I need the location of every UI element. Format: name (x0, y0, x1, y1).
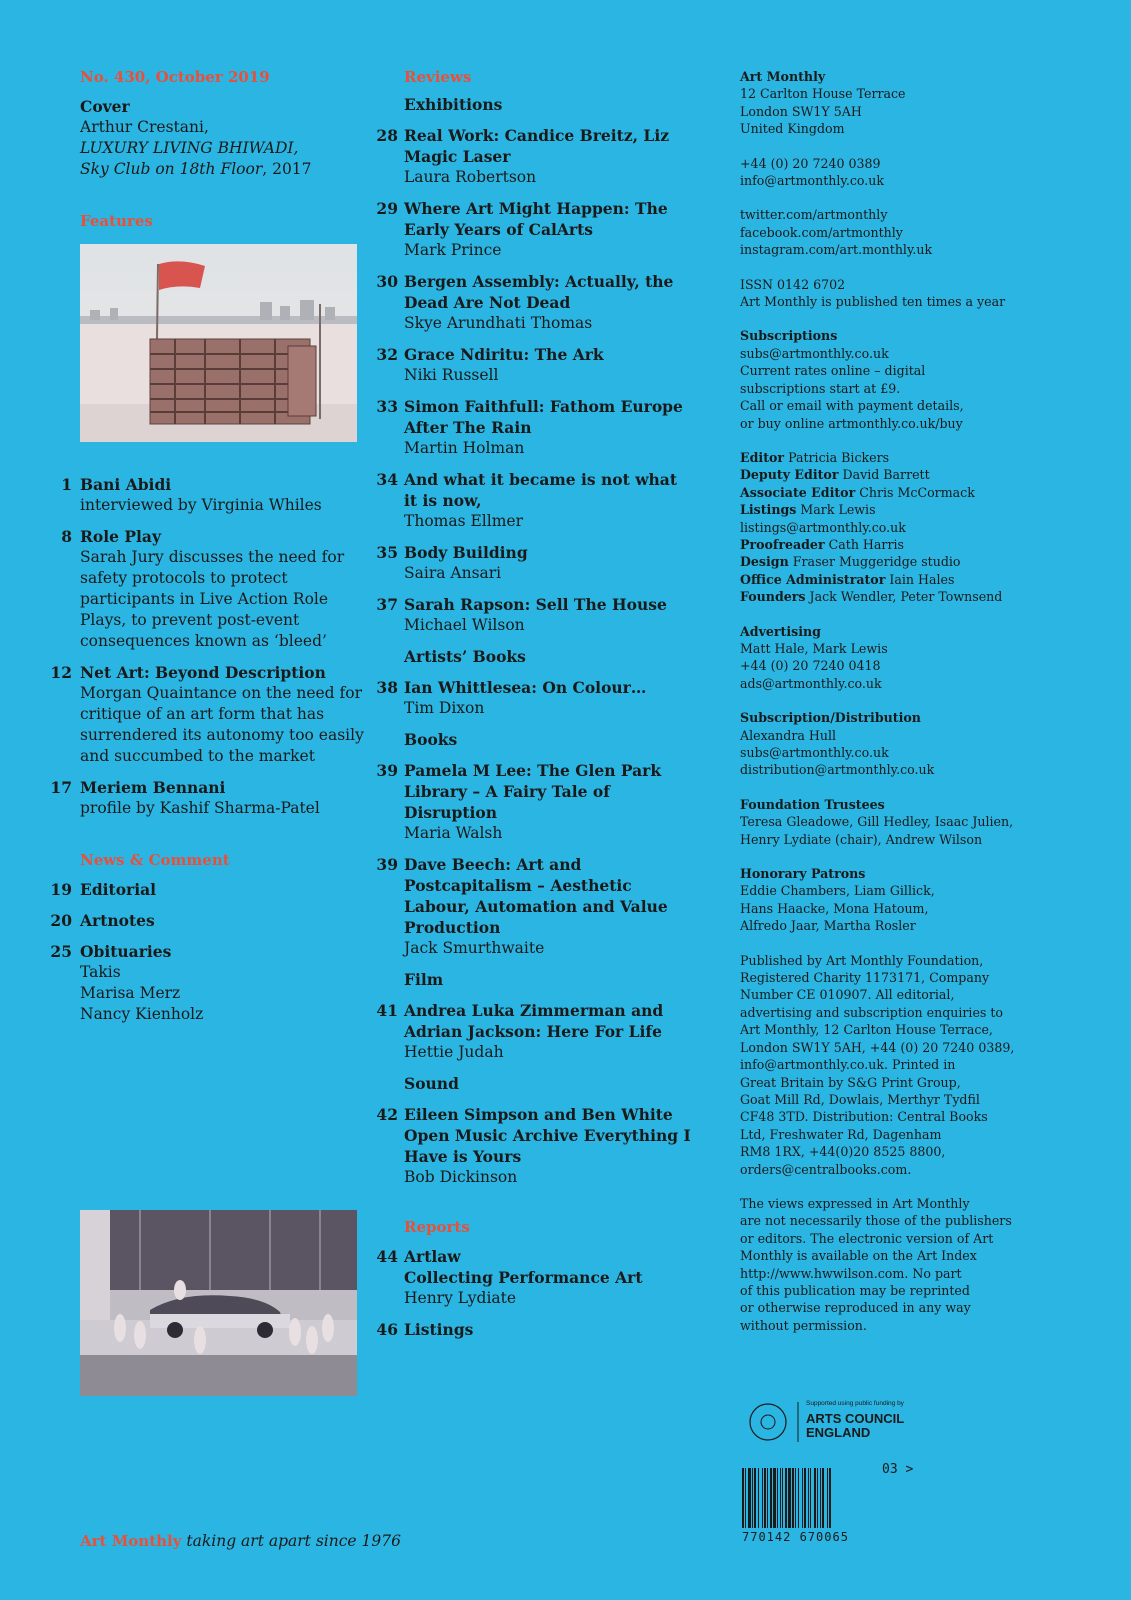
footer-tagline (80, 1532, 401, 1550)
masthead-issn: ISSN 0142 6702 Art Monthly is published ten times a year (740, 276, 1006, 310)
footer-tagline-text: taking art apart since 1976 (186, 1532, 401, 1550)
exhibitions-list (372, 125, 692, 636)
list-item: 29 Where Art Might Happen: The Early Years of CalArts Mark Prince (376, 199, 668, 259)
masthead-address: Art Monthly 12 Carlton House Terrace London SW1Y 5AH United Kingdom (740, 69, 906, 137)
news-list (50, 879, 370, 1025)
features-heading: Features (80, 212, 153, 230)
masthead-patrons: Honorary Patrons Eddie Chambers, Liam Gillick, Hans Haacke, Mona Hatoum, Alfredo Jaar, Martha Rosler (740, 866, 935, 934)
barcode-issue-code: 03 > (882, 1462, 914, 1477)
list-item: 39 Pamela M Lee: The Glen Park Library – A Fairy Tale of Disruption Maria Walsh (376, 761, 662, 842)
list-item: 42 Eileen Simpson and Ben White Open Music Archive Everything I Have is Yours Bob Dickinson (376, 1105, 691, 1186)
list-item: 37 Sarah Rapson: Sell The House Michael Wilson (376, 595, 667, 634)
list-item: 20 Artnotes (50, 911, 155, 930)
cover-title-2: Sky Club on 18th Floor, 2017 (80, 160, 312, 178)
barcode-bars (742, 1468, 914, 1530)
list-item: 8 Role Play Sarah Jury discusses the need for safety protocols to protect participants in Live Action Role Plays, to prevent post-event consequences known as ‘bleed’ (61, 527, 345, 650)
list-item: 38 Ian Whittlesea: On Colour… Tim Dixon (376, 678, 647, 717)
list-item: 28 Real Work: Candice Breitz, Liz Magic Laser Laura Robertson (376, 126, 670, 186)
list-item: 32 Grace Ndiritu: The Ark Niki Russell (376, 345, 604, 384)
masthead-subscriptions: Subscriptions subs@artmonthly.co.uk Current rates online – digital subscriptions start at £9. Call or email with payment details, or buy online artmonthly.co.uk/buy (740, 328, 964, 431)
masthead-trustees: Foundation Trustees Teresa Gleadowe, Gill Hedley, Isaac Julien, Henry Lydiate (chair), Andrew Wilson (740, 796, 1014, 847)
list-item: 44 Artlaw Collecting Performance Art Henry Lydiate (376, 1247, 643, 1307)
list-item: 25 Obituaries Takis Marisa Merz Nancy Kienholz (50, 942, 204, 1023)
sound-heading: Sound (404, 1074, 459, 1093)
features-photo (80, 244, 357, 442)
list-item: 41 Andrea Luka Zimmerman and Adrian Jackson: Here For Life Hettie Judah (376, 1001, 664, 1061)
issue-number: No. 430, October 2019 (80, 68, 270, 86)
masthead-contact: +44 (0) 20 7240 0389 info@artmonthly.co.uk (740, 155, 885, 189)
arts-council-logo (748, 1398, 918, 1448)
list-item: 12 Net Art: Beyond Description Morgan Quaintance on the need for critique of an art form that has surrendered its autonomy too easily and succumbed to the market (50, 663, 364, 765)
list-item: 33 Simon Faithfull: Fathom Europe After The Rain Martin Holman (376, 397, 683, 457)
list-item: 34 And what it became is not what it is now, Thomas Ellmer (376, 470, 678, 530)
left-column (50, 68, 370, 1035)
artists-books-heading: Artists’ Books (404, 647, 526, 666)
features-list (50, 474, 370, 819)
masthead-disclaimer: The views expressed in Art Monthly are not necessarily those of the publishers or editors. The electronic version of Art Monthly is available on the Art Index http://www.hwwilson.com. No part of this publication may be reprinted or otherwise reproduced in any way without permission. (740, 1195, 1012, 1333)
list-item: 46 Listings (376, 1320, 474, 1339)
list-item: 39 Dave Beech: Art and Postcapitalism – Aesthetic Labour, Automation and Value Production Jack Smurthwaite (376, 855, 668, 957)
cover-artist: Arthur Crestani, (80, 118, 209, 136)
cover-heading: Cover (80, 97, 130, 116)
footer-brand: Art Monthly (80, 1532, 182, 1550)
reviews-heading: Reviews (404, 68, 472, 86)
masthead-published: Published by Art Monthly Foundation, Registered Charity 1173171, Company Number CE 010907. All editorial, advertising and subscription enquiries to Art Monthly, 12 Carlton House Terrace, London SW1Y 5AH, +44 (0) 20 7240 0389, info@artmonthly.co.uk. Printed in Great Britain by S&G Print Group, Goat Mill Rd, Dowlais, Merthyr Tydfil CF48 3TD. Distribution: Central Books Ltd, Freshwater Rd, Dagenham RM8 1RX, +44(0)20 8525 8800, orders@centralbooks.com. (740, 952, 1015, 1177)
list-item: 19 Editorial (50, 880, 157, 899)
middle-column (372, 68, 692, 1350)
reports-photo (80, 1210, 357, 1396)
arts-council-supported-text: Supported using public funding by (806, 1400, 904, 1407)
barcode-number: 770142 670065 (742, 1530, 849, 1544)
masthead-staff: Editor Patricia Bickers Deputy Editor David Barrett Associate Editor Chris McCormack Listings Mark Lewis listings@artmonthly.co.uk Proofreader Cath Harris Design Fraser Muggeridge studio Office Administrator Iain Hales Founders Jack Wendler, Peter Townsend (740, 449, 1003, 605)
masthead-social: twitter.com/artmonthly facebook.com/artmonthly instagram.com/art.monthly.uk (740, 207, 933, 258)
masthead-distribution: Subscription/Distribution Alexandra Hull subs@artmonthly.co.uk distribution@artmonthly.co.uk (740, 710, 935, 778)
cover-title-1: LUXURY LIVING BHIWADI, (80, 139, 299, 157)
barcode (742, 1462, 914, 1546)
books-heading: Books (404, 730, 458, 749)
masthead-column (740, 68, 1100, 1351)
list-item: 17 Meriem Bennani profile by Kashif Sharma-Patel (50, 778, 320, 817)
cover-credit (80, 96, 370, 180)
reports-heading: Reports (404, 1218, 470, 1236)
news-heading: News & Comment (80, 851, 230, 869)
list-item: 1 Bani Abidi interviewed by Virginia Whiles (61, 475, 322, 514)
exhibitions-heading: Exhibitions (404, 95, 503, 114)
film-heading: Film (404, 970, 444, 989)
list-item: 30 Bergen Assembly: Actually, the Dead Are Not Dead Skye Arundhati Thomas (376, 272, 674, 332)
arts-council-wordmark: ARTS COUNCIL ENGLAND (806, 1411, 905, 1440)
list-item: 35 Body Building Saira Ansari (376, 543, 528, 582)
masthead-advertising: Advertising Matt Hale, Mark Lewis +44 (0) 20 7240 0418 ads@artmonthly.co.uk (740, 623, 888, 691)
